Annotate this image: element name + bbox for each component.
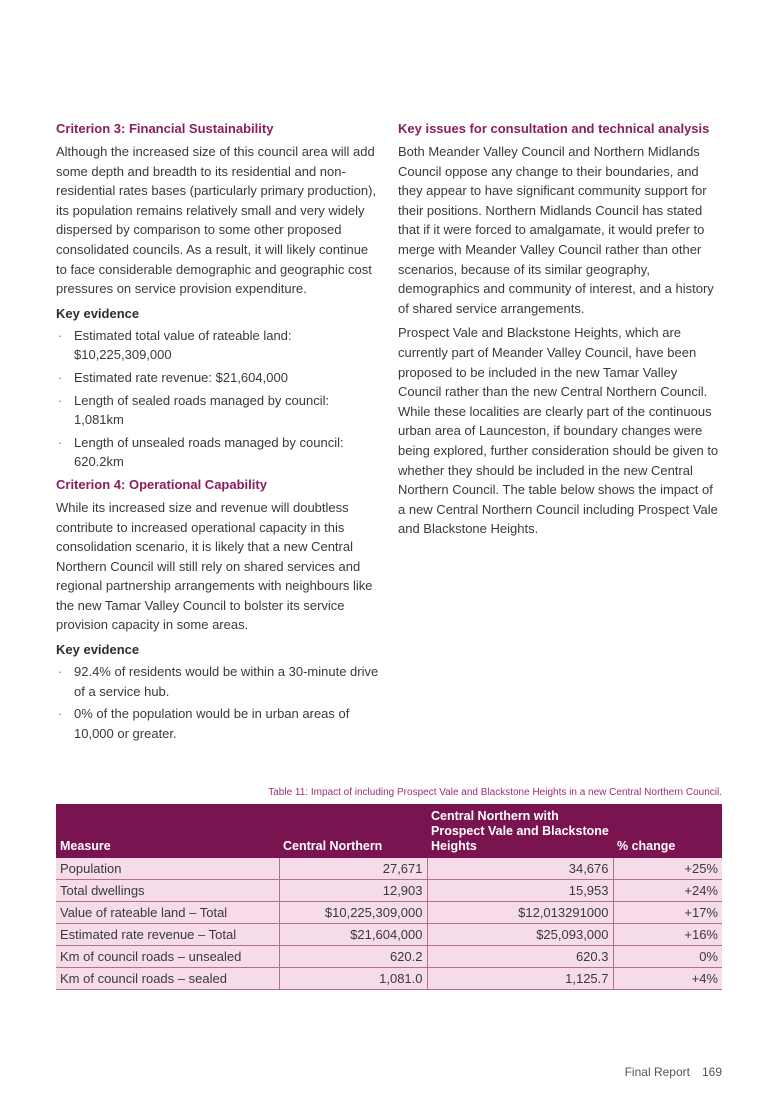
table-cell: 1,125.7 (427, 968, 613, 990)
table-cell: +16% (613, 924, 722, 946)
bullet-icon: · (58, 392, 63, 408)
criterion4-paragraph: While its increased size and revenue will doubtless contribute to increased operational capacity in this consolidation scenario, it is likely that a new Central Northern Council will still rely on shared services and regional partnership arrangements with neighbours like the new Tamar Valley Council to bolster its service provision capacity in some areas. (56, 499, 373, 633)
table-cell: Total dwellings (56, 880, 279, 902)
bullet-icon: · (58, 706, 63, 722)
table-header-row (56, 804, 722, 858)
left-column (56, 119, 382, 746)
table-cell: 1,081.0 (279, 968, 427, 990)
table-cell: 0% (613, 946, 722, 968)
page-number: 169 (701, 1065, 722, 1079)
criterion3-evidence-heading: Key evidence (56, 305, 140, 321)
right-column (398, 119, 720, 544)
table-caption: Table 11: Impact of including Prospect Vale and Blackstone Heights in a new Central Northern Council. (268, 787, 722, 798)
table-row (56, 946, 722, 968)
bullet-icon: · (58, 434, 63, 450)
list-item: · 92.4% of residents would be within a 30-minute drive of a service hub. (58, 664, 379, 699)
table-row (56, 880, 722, 902)
criterion4-evidence-list (56, 662, 382, 743)
key-issues-heading: Key issues for consultation and technical analysis (398, 121, 710, 136)
list-item: · Length of unsealed roads managed by council: 620.2km (58, 434, 344, 470)
table-row (56, 968, 722, 990)
list-item: · Length of sealed roads managed by council: 1,081km (58, 392, 330, 428)
page-footer (560, 1065, 722, 1079)
list-item: · 0% of the population would be in urban areas of 10,000 or greater. (58, 706, 350, 741)
table-cell: Estimated rate revenue – Total (56, 924, 279, 946)
criterion4-heading: Criterion 4: Operational Capability (56, 476, 267, 492)
bullet-icon: · (58, 327, 63, 343)
table-cell: 15,953 (427, 880, 613, 902)
criterion3-evidence-list (56, 326, 382, 472)
impact-table (56, 804, 722, 990)
key-issues-paragraph: Both Meander Valley Council and Northern Midlands Council oppose any change to their boundaries, and they appear to have significant community support for their positions. Northern Midlands Council has stated that if it were forced to amalgamate, it would prefer to merge with Meander Valley Council rather than other scenarios, because of its similar geography, demographics and community of interest, and a history of shared service arrangements. (398, 144, 714, 316)
table-cell: 620.3 (427, 946, 613, 968)
table-cell: Km of council roads – sealed (56, 968, 279, 990)
table-cell: 620.2 (279, 946, 427, 968)
table-cell: $25,093,000 (427, 924, 613, 946)
bullet-icon: · (58, 369, 63, 385)
criterion3-paragraph: Although the increased size of this council area will add some depth and breadth to its residential and non-residential rates bases (particularly primary production), its population remains relatively small and very widely dispersed by comparison to some other proposed consolidated councils. As a result, it will likely continue to face considerable demographic and geographic cost pressures on service provision expenditure. (56, 144, 377, 297)
criterion3-heading: Criterion 3: Financial Sustainability (56, 121, 274, 136)
list-item: · Estimated rate revenue: $21,604,000 (56, 368, 382, 388)
column-header: Central Northern (279, 804, 427, 858)
criterion4-evidence-heading: Key evidence (56, 642, 140, 658)
table-cell: $12,013291000 (427, 902, 613, 924)
key-issues-paragraph: Prospect Vale and Blackstone Heights, which are currently part of Meander Valley Council, have been proposed to be included in the new Tamar Valley Council rather than the new Central Northern Council. While these localities are clearly part of the continuous urban area of Launceston, if boundary changes were being explored, further consideration should be given to whether they should be included in the new Central Northern Council. The table below shows the impact of a new Central Northern Council including Prospect Vale and Blackstone Heights. (398, 325, 719, 537)
table-cell: 27,671 (279, 858, 427, 880)
column-header: % change (613, 804, 722, 858)
footer-label: Final Report (624, 1065, 690, 1079)
column-header: Central Northern with Prospect Vale and Blackstone Heights (427, 804, 613, 858)
table-cell: Population (56, 858, 279, 880)
table-row (56, 902, 722, 924)
table-cell: +17% (613, 902, 722, 924)
table-cell: 34,676 (427, 858, 613, 880)
table-row (56, 924, 722, 946)
table-cell: Km of council roads – unsealed (56, 946, 279, 968)
table-row (56, 858, 722, 880)
column-header: Measure (56, 804, 279, 858)
table-cell: $10,225,309,000 (279, 902, 427, 924)
table-cell: +24% (613, 880, 722, 902)
list-item: · Estimated total value of rateable land: $10,225,309,000 (58, 327, 292, 363)
bullet-icon: · (58, 664, 63, 680)
table-cell: $21,604,000 (279, 924, 427, 946)
table-cell: 12,903 (279, 880, 427, 902)
table-cell: +25% (613, 858, 722, 880)
table-cell: +4% (613, 968, 722, 990)
table-cell: Value of rateable land – Total (56, 902, 279, 924)
